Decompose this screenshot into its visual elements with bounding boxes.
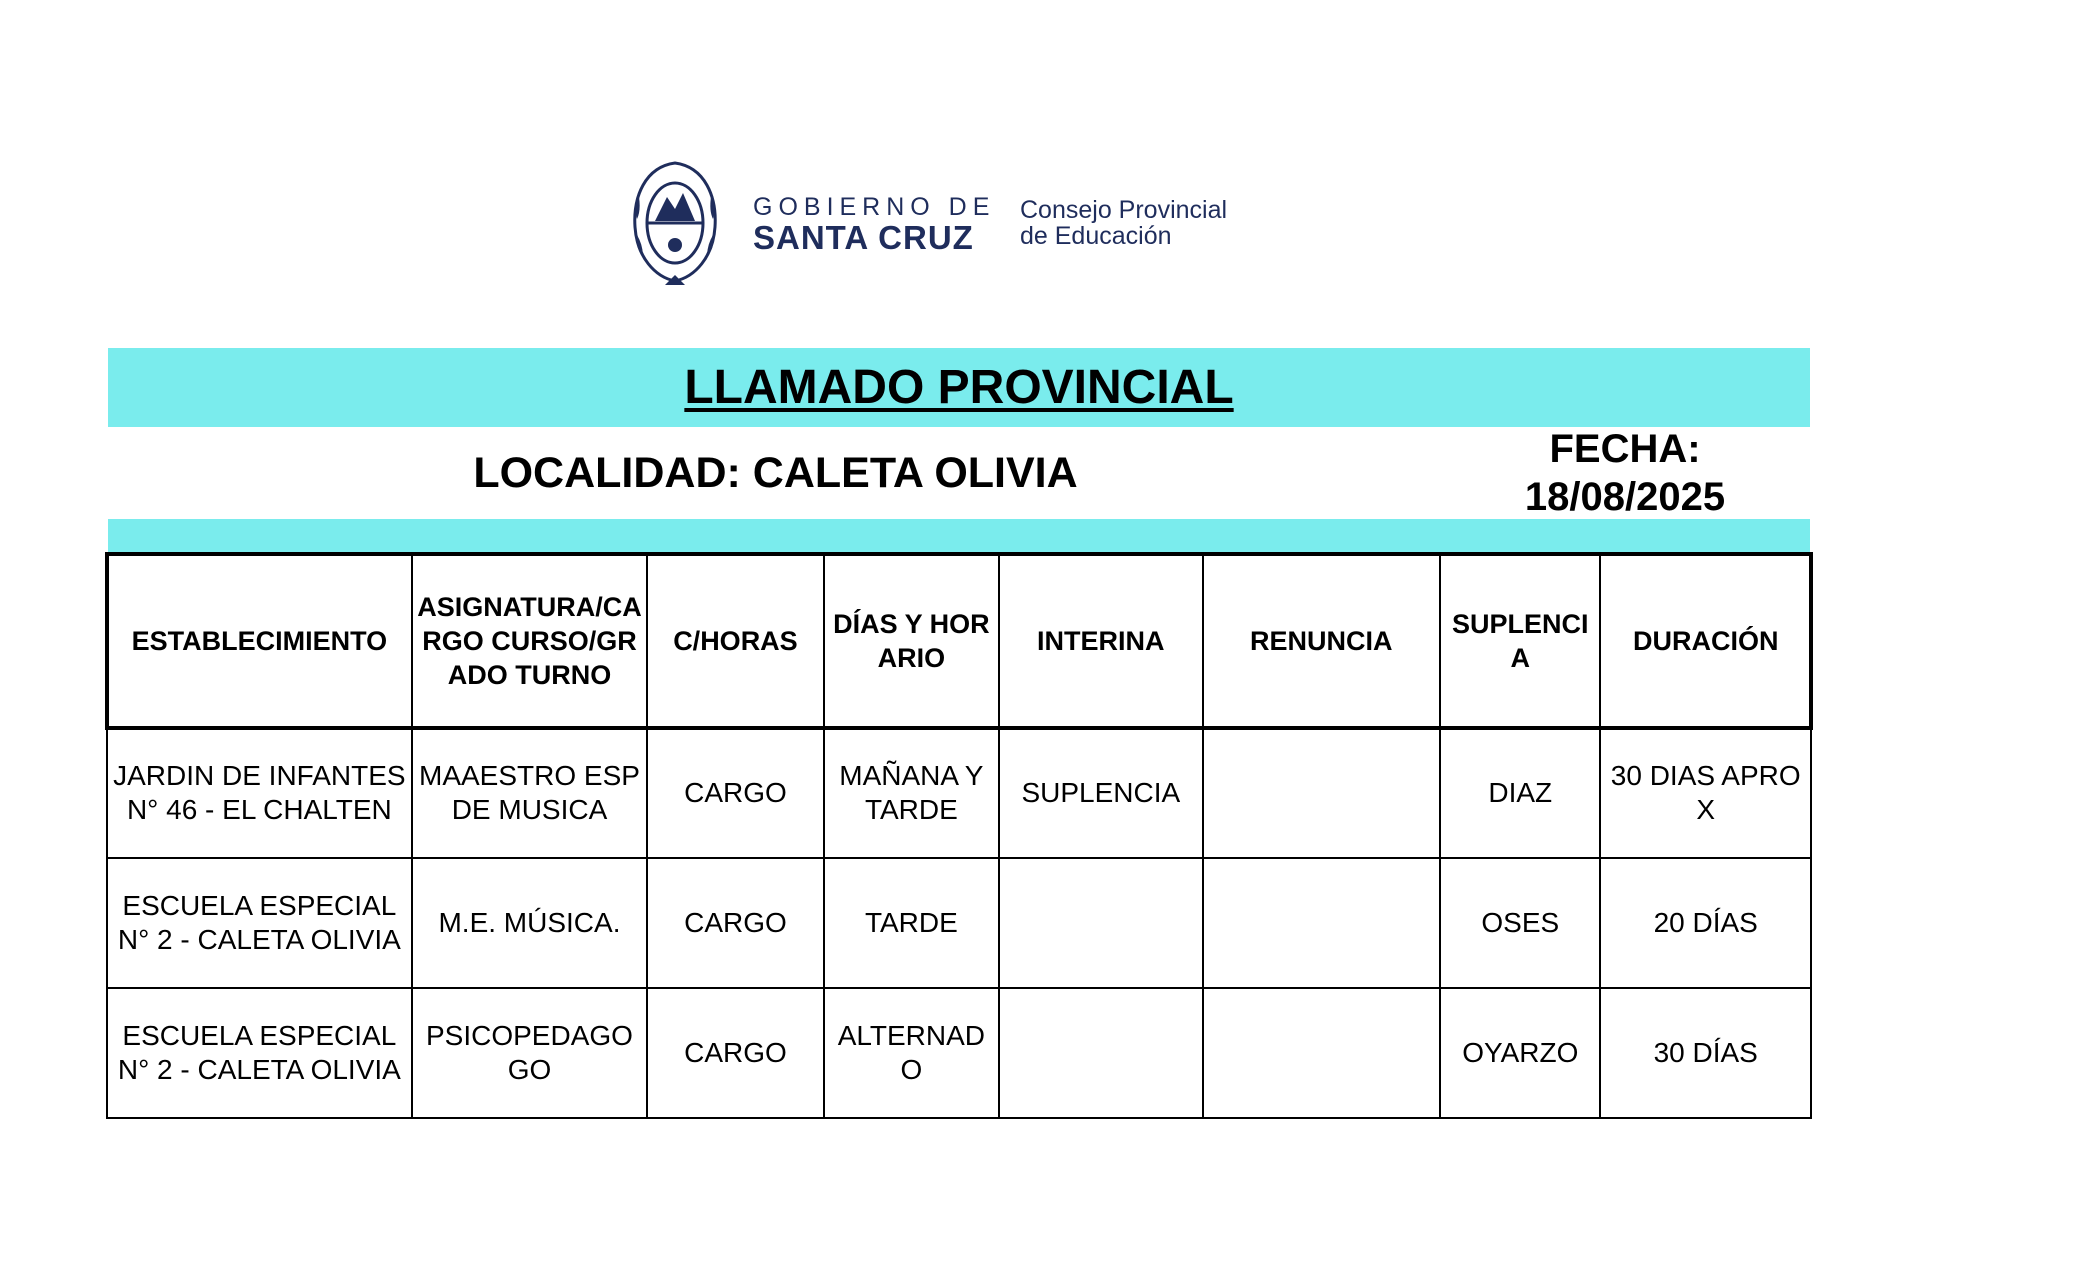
table-row [107,988,1811,1118]
cell-interina [999,858,1202,988]
cell-renuncia [1203,728,1441,858]
col-header-renuncia: RENUNCIA [1203,554,1441,728]
vacancies-table [106,553,1812,1119]
gov-line1: GOBIERNO DE [753,193,996,221]
council-name [1020,197,1227,249]
government-name [753,193,995,255]
cell-dias-horario: TARDE [824,858,999,988]
header-logo [625,157,1265,289]
gov-line2: SANTA CRUZ [753,219,974,256]
cell-establecimiento: ESCUELA ESPECIAL N° 2 - CALETA OLIVIA [107,858,412,988]
cell-duracion: 20 DÍAS [1600,858,1811,988]
cell-renuncia [1203,858,1441,988]
cell-asignatura: PSICOPEDAGOGO [412,988,648,1118]
col-header-asignatura: ASIGNATURA/CARGO CURSO/GRADO TURNO [412,554,648,728]
date-block [1500,425,1750,521]
cell-establecimiento: ESCUELA ESPECIAL N° 2 - CALETA OLIVIA [107,988,412,1118]
council-line2: de Educación [1020,222,1172,250]
localidad-label: LOCALIDAD: CALETA OLIVIA [473,448,1078,497]
coat-of-arms-icon [625,157,725,287]
title-band [108,348,1810,427]
col-header-dias-horario: DÍAS Y HORARIO [824,554,999,728]
col-header-horas: C/HORAS [647,554,823,728]
fecha-label: FECHA: [1549,427,1701,471]
table-header-row [107,554,1811,728]
col-header-establecimiento: ESTABLECIMIENTO [107,554,412,728]
cell-duracion: 30 DÍAS [1600,988,1811,1118]
col-header-duracion: DURACIÓN [1600,554,1811,728]
cell-suplencia: OSES [1440,858,1600,988]
separator-band [108,519,1810,553]
cell-dias-horario: ALTERNADO [824,988,999,1118]
page-title: LLAMADO PROVINCIAL [684,361,1234,414]
cell-asignatura: M.E. MÚSICA. [412,858,648,988]
cell-dias-horario: MAÑANA Y TARDE [824,728,999,858]
col-header-interina: INTERINA [999,554,1202,728]
cell-horas: CARGO [647,728,823,858]
col-header-suplencia: SUPLENCIA [1440,554,1600,728]
cell-renuncia [1203,988,1441,1118]
cell-suplencia: DIAZ [1440,728,1600,858]
cell-establecimiento: JARDIN DE INFANTES N° 46 - EL CHALTEN [107,728,412,858]
cell-suplencia: OYARZO [1440,988,1600,1118]
fecha-value: 18/08/2025 [1524,475,1726,519]
cell-asignatura: MAAESTRO ESP DE MUSICA [412,728,648,858]
council-line1: Consejo Provincial [1020,196,1228,224]
cell-interina: SUPLENCIA [999,728,1202,858]
cell-interina [999,988,1202,1118]
cell-duracion: 30 DIAS APROX [1600,728,1811,858]
cell-horas: CARGO [647,858,823,988]
cell-horas: CARGO [647,988,823,1118]
table-row [107,728,1811,858]
table-row [107,858,1811,988]
